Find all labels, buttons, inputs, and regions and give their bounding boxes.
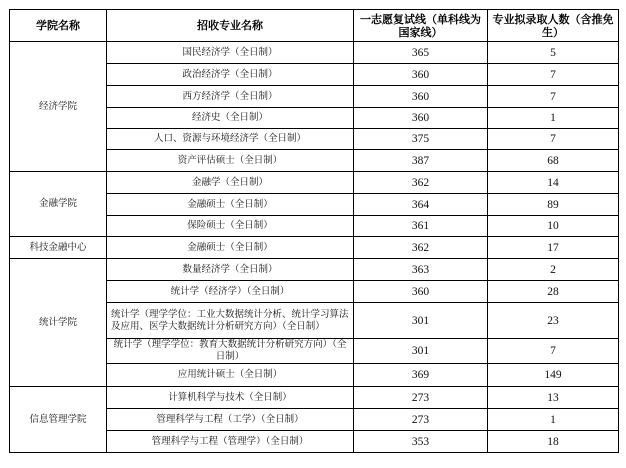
score-cell: 387 [354, 150, 488, 172]
score-cell: 273 [354, 387, 488, 409]
table-row [10, 387, 619, 409]
header-college: 学院名称 [10, 10, 107, 42]
plan-cell: 14 [488, 172, 619, 194]
score-cell: 365 [354, 42, 488, 64]
score-cell: 301 [354, 303, 488, 339]
header-score: 一志愿复试线（单科线为国家线） [354, 10, 488, 42]
major-cell: 西方经济学（全日制） [107, 86, 354, 108]
major-cell: 统计学（经济学）（全日制） [107, 281, 354, 303]
plan-cell: 7 [488, 64, 619, 86]
plan-cell: 149 [488, 364, 619, 387]
score-cell: 375 [354, 129, 488, 150]
major-cell: 国民经济学（全日制） [107, 42, 354, 64]
plan-cell: 2 [488, 259, 619, 281]
college-cell: 统计学院 [10, 259, 107, 387]
table-row [10, 172, 619, 194]
major-cell: 金融硕士（全日制） [107, 194, 354, 216]
table-row [10, 259, 619, 281]
plan-cell: 68 [488, 150, 619, 172]
college-cell: 信息管理学院 [10, 387, 107, 453]
score-cell: 353 [354, 431, 488, 453]
college-cell: 经济学院 [10, 42, 107, 172]
plan-cell: 17 [488, 237, 619, 259]
score-cell: 363 [354, 259, 488, 281]
plan-cell: 18 [488, 431, 619, 453]
score-cell: 360 [354, 64, 488, 86]
major-cell: 统计学（理学学位：教育大数据统计分析研究方向）（全日制） [107, 339, 354, 364]
plan-cell: 13 [488, 387, 619, 409]
score-cell: 361 [354, 216, 488, 237]
score-cell: 362 [354, 237, 488, 259]
major-cell: 计算机科学与技术（全日制） [107, 387, 354, 409]
major-cell: 统计学（理学学位：工业大数据统计分析、统计学习算法及应用、医学大数据统计分析研究方向）（全日制） [107, 303, 354, 339]
plan-cell: 89 [488, 194, 619, 216]
major-cell: 政治经济学（全日制） [107, 64, 354, 86]
plan-cell: 1 [488, 108, 619, 129]
major-cell: 管理科学与工程（工学）（全日制） [107, 409, 354, 431]
major-cell: 金融硕士（全日制） [107, 237, 354, 259]
major-cell: 管理科学与工程（管理学）（全日制） [107, 431, 354, 453]
major-cell: 保险硕士（全日制） [107, 216, 354, 237]
plan-cell: 23 [488, 303, 619, 339]
college-cell: 金融学院 [10, 172, 107, 237]
header-plan: 专业拟录取人数（含推免生） [488, 10, 619, 42]
plan-cell: 10 [488, 216, 619, 237]
major-cell: 人口、资源与环境经济学（全日制） [107, 129, 354, 150]
score-cell: 364 [354, 194, 488, 216]
plan-cell: 1 [488, 409, 619, 431]
score-cell: 301 [354, 339, 488, 364]
major-cell: 经济史（全日制） [107, 108, 354, 129]
plan-cell: 28 [488, 281, 619, 303]
score-cell: 360 [354, 108, 488, 129]
score-cell: 362 [354, 172, 488, 194]
score-cell: 369 [354, 364, 488, 387]
table-row [10, 42, 619, 64]
major-cell: 数量经济学（全日制） [107, 259, 354, 281]
table-row [10, 237, 619, 259]
plan-cell: 5 [488, 42, 619, 64]
header-major: 招收专业名称 [107, 10, 354, 42]
score-cell: 360 [354, 86, 488, 108]
major-cell: 应用统计硕士（全日制） [107, 364, 354, 387]
score-cell: 360 [354, 281, 488, 303]
plan-cell: 7 [488, 339, 619, 364]
admissions-table [9, 9, 619, 453]
major-cell: 金融学（全日制） [107, 172, 354, 194]
college-cell: 科技金融中心 [10, 237, 107, 259]
plan-cell: 7 [488, 129, 619, 150]
plan-cell: 7 [488, 86, 619, 108]
score-cell: 273 [354, 409, 488, 431]
major-cell: 资产评估硕士（全日制） [107, 150, 354, 172]
table-header-row [10, 10, 619, 42]
table-body [10, 42, 619, 453]
